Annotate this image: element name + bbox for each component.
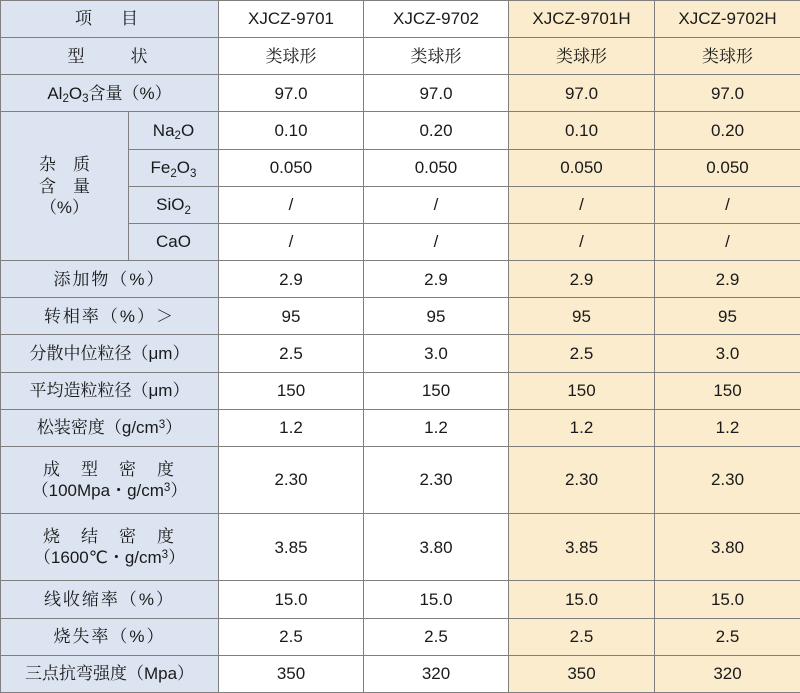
- cell-cao-9701: /: [219, 223, 364, 260]
- cell-median-9701: 2.5: [219, 335, 364, 372]
- cell-conversion-9702: 95: [364, 298, 509, 335]
- cell-bulk-density-9702: 1.2: [364, 409, 509, 446]
- table-header-row: [1, 1, 800, 38]
- forming-density-l2-suffix: ）: [170, 481, 188, 500]
- sub-label-na2o: [129, 112, 219, 149]
- cell-sintered-density-9702h: 3.80: [655, 514, 800, 581]
- sintered-density-l2-prefix: （1600℃・g/cm: [33, 548, 162, 568]
- row-label-shape: 型 状: [1, 38, 219, 75]
- label-part-sub1: 2: [62, 93, 69, 106]
- sintered-density-line-1: 烧 结 密 度: [43, 527, 176, 546]
- header-col-xjcz-9701h: XJCZ-9701H: [509, 1, 655, 38]
- bulk-density-suffix: ）: [165, 418, 183, 438]
- cell-al2o3-9702: 97.0: [364, 75, 509, 112]
- row-label-median-particle-size: 分散中位粒径（μm）: [1, 335, 219, 372]
- header-col-xjcz-9701: XJCZ-9701: [219, 1, 364, 38]
- cell-additive-9702: 2.9: [364, 261, 509, 298]
- table-row-avg-granule-size: [1, 372, 800, 409]
- cell-flexural-9701h: 350: [509, 655, 655, 692]
- forming-density-line-1: 成 型 密 度: [43, 459, 176, 479]
- table-row-flexural-strength: [1, 655, 800, 692]
- cell-sio2-9701h: /: [509, 186, 655, 223]
- sio2-sub: 2: [184, 204, 191, 217]
- na2o-sub: 2: [174, 130, 181, 143]
- cell-loss-9701: 2.5: [219, 618, 364, 655]
- label-part-sub2: 3: [82, 93, 89, 106]
- table-row-sintered-density: [1, 514, 800, 581]
- cell-flexural-9702: 320: [364, 655, 509, 692]
- sub-label-sio2: [129, 186, 219, 223]
- table-row-bulk-density: [1, 409, 800, 446]
- cell-additive-9701: 2.9: [219, 261, 364, 298]
- row-label-additive: 添加物（%）: [1, 261, 219, 298]
- cell-forming-density-9702h: 2.30: [655, 446, 800, 513]
- cell-al2o3-9702h: 97.0: [655, 75, 800, 112]
- cell-granule-9702h: 150: [655, 372, 800, 409]
- table-row-forming-density: [1, 446, 800, 513]
- table-row-median-particle-size: [1, 335, 800, 372]
- cell-loss-9702h: 2.5: [655, 618, 800, 655]
- cell-fe2o3-9701h: 0.050: [509, 149, 655, 186]
- cell-sintered-density-9701h: 3.85: [509, 514, 655, 581]
- fe2o3-prefix: Fe: [150, 158, 171, 178]
- row-label-loss-on-ignition: 烧失率（%）: [1, 618, 219, 655]
- cell-granule-9702: 150: [364, 372, 509, 409]
- cell-bulk-density-9701: 1.2: [219, 409, 364, 446]
- cell-sio2-9702: /: [364, 186, 509, 223]
- header-col-xjcz-9702: XJCZ-9702: [364, 1, 509, 38]
- table-row-shape: [1, 38, 800, 75]
- impurity-label-line-2: 含 量: [39, 176, 90, 196]
- cell-cao-9702: /: [364, 223, 509, 260]
- cell-conversion-9701: 95: [219, 298, 364, 335]
- sub-label-fe2o3: [129, 149, 219, 186]
- cell-cao-9702h: /: [655, 223, 800, 260]
- cell-al2o3-9701h: 97.0: [509, 75, 655, 112]
- cell-median-9702: 3.0: [364, 335, 509, 372]
- sintered-density-l2-sup: 3: [161, 549, 169, 562]
- cell-shrinkage-9702h: 15.0: [655, 581, 800, 618]
- cell-shape-9702h: 类球形: [655, 38, 800, 75]
- table-row-additive: [1, 261, 800, 298]
- cell-na2o-9702: 0.20: [364, 112, 509, 149]
- row-group-label-impurity: [1, 112, 129, 261]
- forming-density-l2-sup: 3: [163, 481, 171, 494]
- row-label-bulk-density: [1, 409, 219, 446]
- na2o-suffix: O: [180, 120, 195, 140]
- na2o-prefix: Na: [152, 120, 175, 140]
- bulk-density-prefix: 松装密度（g/cm: [36, 418, 159, 438]
- cell-granule-9701h: 150: [509, 372, 655, 409]
- impurity-label-line-1: 杂 质: [39, 155, 90, 175]
- fe2o3-sub: 2: [170, 167, 177, 180]
- impurity-label-line-3: （%）: [39, 197, 90, 217]
- cell-loss-9701h: 2.5: [509, 618, 655, 655]
- bulk-density-sup: 3: [158, 418, 166, 431]
- cell-bulk-density-9702h: 1.2: [655, 409, 800, 446]
- cell-conversion-9701h: 95: [509, 298, 655, 335]
- cell-conversion-9702h: 95: [655, 298, 800, 335]
- cell-additive-9701h: 2.9: [509, 261, 655, 298]
- cell-forming-density-9702: 2.30: [364, 446, 509, 513]
- table-row-al2o3: [1, 75, 800, 112]
- cell-shrinkage-9701h: 15.0: [509, 581, 655, 618]
- label-part-suffix: 含量（%）: [88, 83, 172, 103]
- cell-sintered-density-9701: 3.85: [219, 514, 364, 581]
- row-label-sintered-density: [1, 514, 219, 581]
- cell-shape-9701h: 类球形: [509, 38, 655, 75]
- cell-cao-9701h: /: [509, 223, 655, 260]
- cell-na2o-9701h: 0.10: [509, 112, 655, 149]
- table-row-na2o: [1, 112, 800, 149]
- cell-granule-9701: 150: [219, 372, 364, 409]
- sintered-density-l2-suffix: ）: [168, 548, 186, 568]
- cell-sio2-9702h: /: [655, 186, 800, 223]
- cell-na2o-9702h: 0.20: [655, 112, 800, 149]
- cell-fe2o3-9701: 0.050: [219, 149, 364, 186]
- forming-density-l2-prefix: （100Mpa・g/cm: [31, 481, 164, 500]
- cell-flexural-9701: 350: [219, 655, 364, 692]
- cell-bulk-density-9701h: 1.2: [509, 409, 655, 446]
- cell-median-9702h: 3.0: [655, 335, 800, 372]
- cell-shape-9701: 类球形: [219, 38, 364, 75]
- cell-fe2o3-9702: 0.050: [364, 149, 509, 186]
- table-row-conversion-rate: [1, 298, 800, 335]
- table-row-linear-shrinkage: [1, 581, 800, 618]
- sio2-prefix: SiO: [156, 195, 185, 215]
- cell-shrinkage-9701: 15.0: [219, 581, 364, 618]
- sub-label-cao: CaO: [129, 223, 219, 260]
- table-row-loss-on-ignition: [1, 618, 800, 655]
- label-part-mid: O: [68, 83, 83, 103]
- row-label-forming-density: [1, 446, 219, 513]
- cell-loss-9702: 2.5: [364, 618, 509, 655]
- cell-median-9701h: 2.5: [509, 335, 655, 372]
- fe2o3-mid: O: [176, 158, 191, 178]
- cell-al2o3-9701: 97.0: [219, 75, 364, 112]
- header-col-xjcz-9702h: XJCZ-9702H: [655, 1, 800, 38]
- row-label-linear-shrinkage: 线收缩率（%）: [1, 581, 219, 618]
- cell-forming-density-9701: 2.30: [219, 446, 364, 513]
- row-label-flexural-strength: 三点抗弯强度（Mpa）: [1, 655, 219, 692]
- label-part-prefix: Al: [47, 83, 63, 103]
- cell-shrinkage-9702: 15.0: [364, 581, 509, 618]
- cell-flexural-9702h: 320: [655, 655, 800, 692]
- cell-sintered-density-9702: 3.80: [364, 514, 509, 581]
- row-label-al2o3: [1, 75, 219, 112]
- fe2o3-sub2: 3: [190, 167, 197, 180]
- forming-density-line-2: [4, 480, 215, 501]
- row-label-conversion-rate: 转相率（%）＞: [1, 298, 219, 335]
- header-item-label: 项 目: [1, 1, 219, 38]
- cell-fe2o3-9702h: 0.050: [655, 149, 800, 186]
- sintered-density-line-2: [4, 547, 215, 568]
- cell-forming-density-9701h: 2.30: [509, 446, 655, 513]
- cell-na2o-9701: 0.10: [219, 112, 364, 149]
- row-label-avg-granule-size: 平均造粒粒径（μm）: [1, 372, 219, 409]
- cell-sio2-9701: /: [219, 186, 364, 223]
- cell-shape-9702: 类球形: [364, 38, 509, 75]
- cell-additive-9702h: 2.9: [655, 261, 800, 298]
